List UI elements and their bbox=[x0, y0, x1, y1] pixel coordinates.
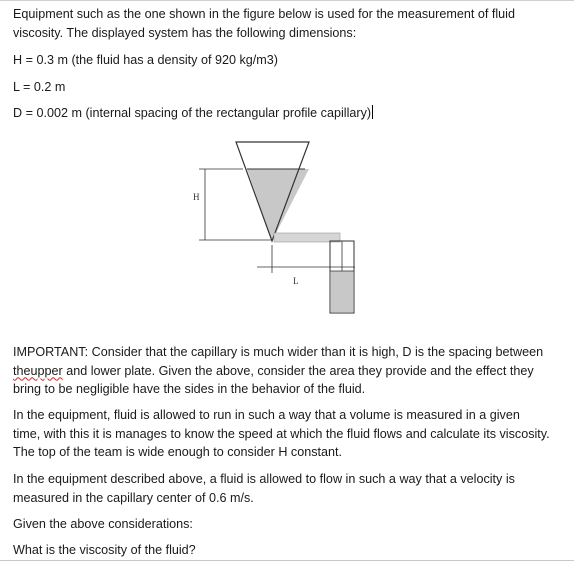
important-line-1: IMPORTANT: Consider that the capillary is much wider than it is high, D is the spacing between bbox=[13, 345, 544, 359]
intro-line-1: Equipment such as the one shown in the figure below is used for the measurement of fluid bbox=[13, 7, 515, 21]
viscometer-figure bbox=[185, 137, 365, 319]
equipment-paragraph bbox=[13, 406, 555, 462]
l-label: L bbox=[293, 276, 299, 286]
dimension-d-text: D = 0.002 m (internal spacing of the rectangular profile capillary) bbox=[13, 106, 372, 120]
intro-paragraph bbox=[13, 5, 555, 42]
equipment-line-2: time, with this it is manages to know the speed at which the fluid flows and calculate its viscosity. bbox=[13, 426, 550, 441]
funnel-fluid bbox=[247, 169, 309, 241]
dimension-l: L = 0.2 m bbox=[13, 80, 66, 94]
h-label: H bbox=[193, 192, 200, 202]
misspelled-word[interactable]: theupper bbox=[13, 363, 63, 378]
viscometer-diagram bbox=[185, 137, 365, 319]
text-cursor bbox=[372, 105, 373, 119]
question-line: What is the viscosity of the fluid? bbox=[13, 543, 196, 557]
important-paragraph bbox=[13, 343, 555, 399]
important-line-2: and lower plate. Given the above, consider the area they provide and the effect they bbox=[62, 363, 534, 378]
described-paragraph bbox=[13, 470, 555, 507]
equipment-line-1: In the equipment, fluid is allowed to run in such a way that a volume is measured in a given bbox=[13, 408, 520, 422]
important-line-3: bring to be negligible have the sides in the behavior of the fluid. bbox=[13, 382, 366, 396]
dimension-h: H = 0.3 m (the fluid has a density of 920 kg/m3) bbox=[13, 53, 278, 67]
dimension-d bbox=[13, 104, 555, 123]
described-line-1: In the equipment described above, a fluid is allowed to flow in such a way that a velocity is bbox=[13, 472, 515, 486]
cylinder-fluid bbox=[331, 271, 353, 312]
considerations-line: Given the above considerations: bbox=[13, 517, 193, 531]
equipment-line-3: The top of the team is wide enough to consider H constant. bbox=[13, 445, 343, 459]
described-line-2: measured in the capillary center of 0.6 m/s. bbox=[13, 490, 254, 505]
intro-line-2: viscosity. The displayed system has the following dimensions: bbox=[13, 25, 357, 40]
